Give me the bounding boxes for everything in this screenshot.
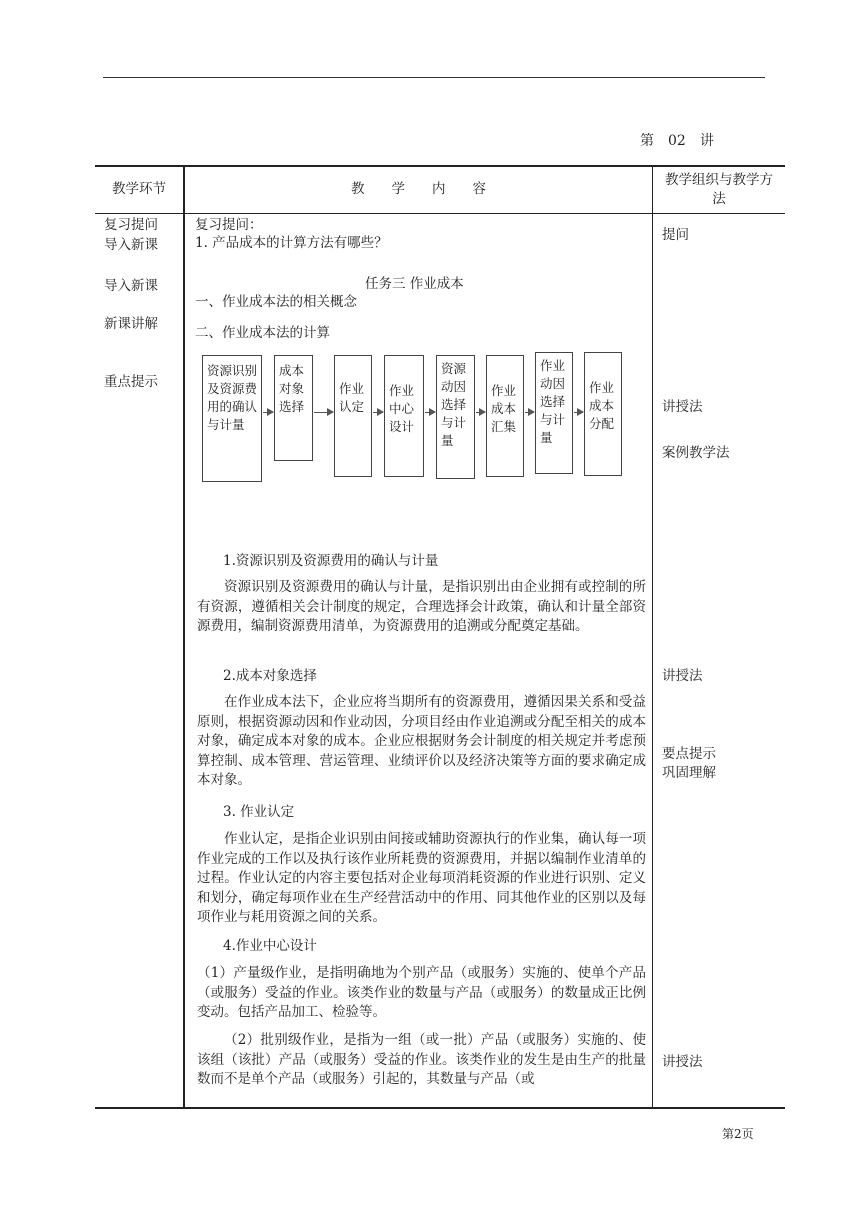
method-lecture-2: 讲授法 [662,668,703,684]
heading-resource-identification: 1.资源识别及资源费用的确认与计量 [223,553,439,569]
stage-intro-2: 导入新课 [104,278,158,294]
paragraph-unit-level: （1）产量级作业，是指明确地为个别产品（或服务）实施的、使单个产品（或服务）受益的作业。该类作业的数量与产品（或服务）的数量成正比例变动。包括产品加工、检验等。 [197,965,646,1020]
section-concepts: 一、作业成本法的相关概念 [195,294,357,310]
abc-process-flowchart [200,350,630,485]
flow-arrow-3 [373,412,383,413]
flow-arrow-6 [525,412,534,413]
method-case-study: 案例教学法 [662,445,730,461]
header-rule [103,77,765,78]
method-key-hints: 要点提示 [662,746,716,762]
flow-arrow-1 [263,412,273,413]
heading-activity-center: 4.作业中心设计 [223,938,317,954]
flow-step-5: 资源动因选择与计量 [436,355,475,479]
table-divider-1 [183,165,185,1109]
table-bottom-border [95,1107,785,1109]
stage-key-points: 重点提示 [104,374,158,390]
paragraph-activity-identification: 作业认定，是指企业识别由间接或辅助资源执行的作业集，确认每一项作业完成的工作以及执行该作业所耗费的资源费用，并据以编制作业清单的过程。作业认定的内容主要包括对企业每项消耗资源的作业进行识别、定义和划分，确定每项作业在生产经营活动中的作用、同其他作业的区别以及每项作业与耗用资源之间的关系。 [197,831,646,925]
flow-arrow-2 [314,412,333,413]
flow-arrow-4 [425,412,435,413]
section-calculation: 二、作业成本法的计算 [195,325,330,341]
header-teaching-stage: 教学环节 [112,181,166,197]
method-consolidate: 巩固理解 [662,765,716,781]
review-title: 复习提问： [195,217,263,233]
flow-step-7: 作业动因选择与计量 [535,352,573,474]
paragraph-batch-level: （2）批别级作业，是指为一组（或一批）产品（或服务）实施的、使该组（该批）产品（或服务）受益的作业。该类作业的发生是由生产的批量数而不是单个产品（或服务）引起的，其数量与产品（或 [197,1032,646,1087]
flow-step-8: 作业成本分配 [584,352,622,476]
header-teaching-method: 教学组织与教学方法 [665,172,773,207]
flow-arrow-5 [476,412,485,413]
heading-cost-object: 2.成本对象选择 [223,668,317,684]
table-divider-2 [652,165,653,1109]
stage-new-lesson: 新课讲解 [104,316,158,332]
task-title: 任务三 作业成本 [365,276,464,292]
paragraph-cost-object: 在作业成本法下，企业应将当期所有的资源费用，遵循因果关系和受益原则，根据资源动因和作业动因，分项目经由作业追溯或分配至相关的成本对象，确定成本对象的成本。企业应根据财务会计制度的相关规定并考虑预算控制、成本管理、营运管理、业绩评价以及经济决策等方面的要求确定成本对象。 [197,694,646,788]
method-question: 提问 [662,227,689,243]
method-lecture-3: 讲授法 [662,1054,703,1070]
flow-step-1: 资源识别及资源费用的确认与计量 [202,355,262,482]
table-header-border [95,213,785,214]
flow-arrow-7 [574,412,583,413]
paragraph-resource-identification: 资源识别及资源费用的确认与计量，是指识别出由企业拥有或控制的所有资源，遵循相关会计制度的规定，合理选择会计政策，确认和计量全部资源费用，编制资源费用清单，为资源费用的追溯或分配奠定基础。 [197,579,646,634]
page-number: 第2页 [722,1127,754,1141]
review-question-1: 1. 产品成本的计算方法有哪些？ [195,235,388,251]
method-lecture-1: 讲授法 [662,399,703,415]
header-teaching-content: 教 学 内 容 [351,181,486,197]
flow-step-4: 作业中心设计 [384,355,424,477]
flow-step-2: 成本对象选择 [274,355,313,461]
flow-step-6: 作业成本汇集 [486,355,524,477]
stage-review: 复习提问 [104,217,158,233]
lecture-number: 第 02 讲 [640,133,714,149]
table-top-border [95,165,785,167]
flow-step-3: 作业认定 [334,355,372,477]
lesson-table [95,165,785,1109]
heading-activity-identification: 3. 作业认定 [223,804,295,820]
stage-intro-1: 导入新课 [104,237,158,253]
